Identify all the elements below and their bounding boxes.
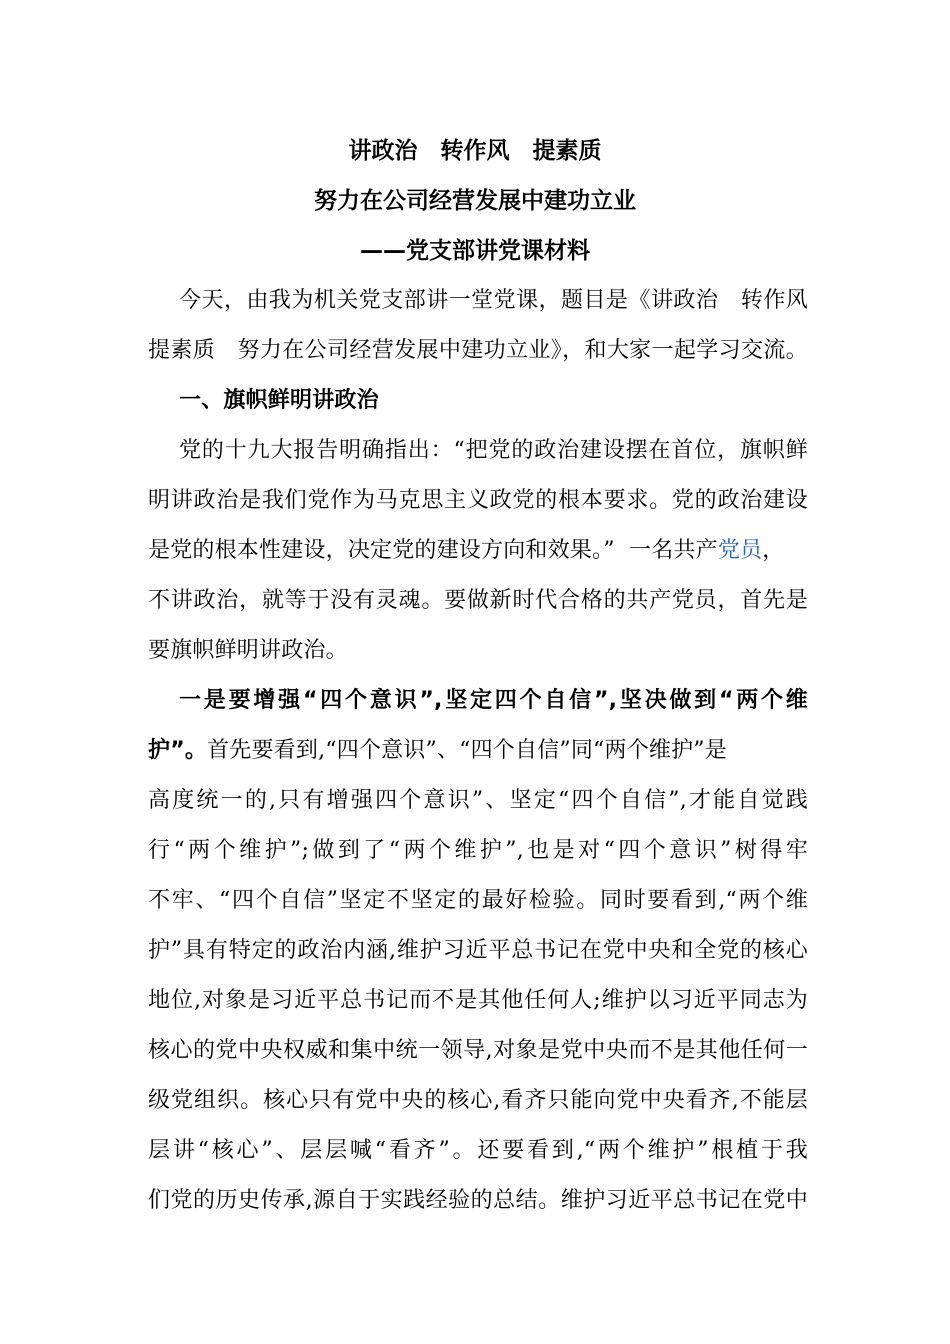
section-1-p2-line-5: 不牢、“四个自信”坚定不坚定的最好检验。同时要看到,“两个维 [148,888,808,913]
section-1-p2-line-7: 地位,对象是习近平总书记而不是其他任何人;维护以习近平同志为 [148,988,808,1013]
section-1-p2-line-8: 核心的党中央权威和集中统一领导,对象是党中央而不是其他任何一 [148,1038,808,1063]
p1-line-3-text: 是党的根本性建设，决定党的建设方向和效果。” 一名共产 [148,538,718,563]
section-1-p1-line-5: 要旗帜鲜明讲政治。 [148,638,348,663]
title-line-1: 讲政治 转作风 提素质 [348,138,602,164]
section-1-p2-line-6: 护”具有特定的政治内涵,维护习近平总书记在党中央和全党的核心 [148,938,808,963]
p1-line-3-end: ， [762,538,785,563]
section-1-p1-line-3 [148,536,808,566]
section-1-p2-line-2 [148,736,808,766]
section-1-p2-bold-line-1: 一是要增强“四个意识”,坚定四个自信”,坚决做到“两个维 [179,688,808,713]
section-1-heading: 一、旗帜鲜明讲政治 [179,388,379,413]
title-line-3: ——党支部讲党课材料 [360,238,590,264]
section-1-p1-line-1: 党的十九大报告明确指出：“把党的政治建设摆在首位，旗帜鲜 [179,438,808,463]
section-1-p2-line-10: 层讲“核心”、层层喊“看齐”。还要看到,“两个维护”根植于我 [148,1138,808,1163]
section-1-p2-line-9: 级党组织。核心只有党中央的核心,看齐只能向党中央看齐,不能层 [148,1088,808,1113]
p2-line-2-rest: 首先要看到,“四个意识”、“四个自信”同“两个维护”是 [207,738,727,763]
section-1-p2-line-3: 高度统一的,只有增强四个意识”、坚定“四个自信”,才能自觉践 [148,788,808,813]
intro-line-2: 提素质 努力在公司经营发展中建功立业》，和大家一起学习交流。 [148,338,808,363]
section-1-p2-line-4: 行“两个维护”;做到了“两个维护”,也是对“四个意识”树得牢 [148,838,808,863]
p2-bold-end: 护”。 [148,738,208,763]
intro-line-1: 今天，由我为机关党支部讲一堂党课，题目是《讲政治 转作风 [179,288,808,313]
party-member-link[interactable]: 党员 [717,538,763,563]
section-1-p1-line-4: 不讲政治，就等于没有灵魂。要做新时代合格的共产党员，首先是 [148,588,808,613]
section-1-p2-line-11: 们党的历史传承,源自于实践经验的总结。维护习近平总书记在党中 [148,1188,808,1213]
section-1-p1-line-2: 明讲政治是我们党作为马克思主义政党的根本要求。党的政治建设 [148,488,808,513]
title-line-2: 努力在公司经营发展中建功立业 [314,188,636,214]
